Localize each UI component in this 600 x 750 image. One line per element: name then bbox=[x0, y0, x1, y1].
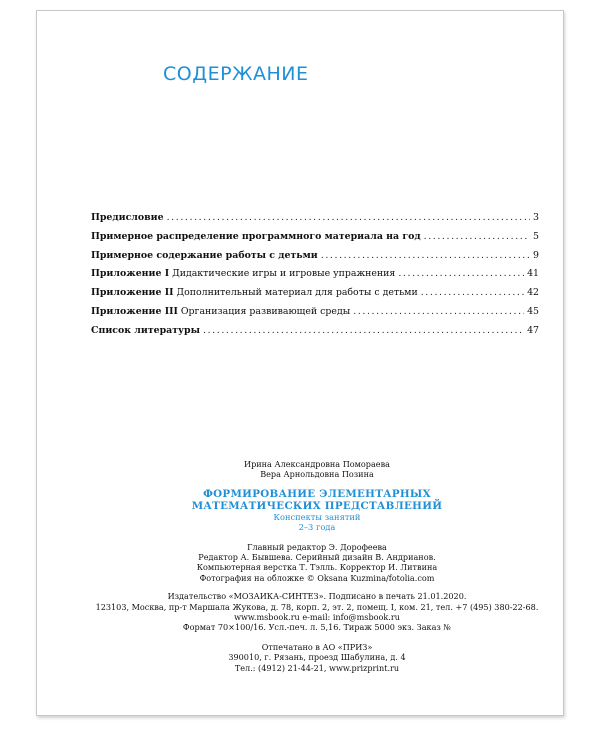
toc-page-number: 9 bbox=[533, 249, 539, 261]
publisher-line: 123103, Москва, пр-т Маршала Жукова, д. 78, корп. 2, эт. 2, помещ. I, ком. 21, тел. +7 (495) 380-22-68. bbox=[95, 601, 539, 612]
toc-entry-label: Приложение II bbox=[91, 287, 174, 299]
toc-page-number: 41 bbox=[527, 268, 539, 280]
toc-entry-label: Приложение I bbox=[91, 268, 170, 280]
toc-entry-title: Предисловие bbox=[91, 212, 164, 223]
toc-page-number: 42 bbox=[527, 287, 539, 299]
publisher-line: Издательство «МОЗАИКА-СИНТЕЗ». Подписано в печать 21.01.2020. bbox=[167, 591, 467, 602]
toc-entry-title: Список литературы bbox=[91, 324, 201, 336]
dot-leader bbox=[203, 325, 524, 336]
publisher-line: Формат 70×100/16. Усл.-печ. л. 5,16. Тираж 5000 экз. Заказ № bbox=[182, 622, 452, 633]
book-title-line: МАТЕМАТИЧЕСКИХ ПРЕДСТАВЛЕНИЙ bbox=[191, 499, 443, 512]
dot-leader bbox=[424, 231, 530, 242]
dot-leader bbox=[321, 250, 530, 261]
credit-line: Компьютерная верстка Т. Тэлль. Корректор И. Литвина bbox=[196, 562, 438, 573]
toc-entry[interactable] bbox=[91, 268, 539, 287]
toc-entry-title: Дидактические игры и игровые упражнения bbox=[172, 268, 396, 280]
toc-entry[interactable] bbox=[91, 325, 539, 344]
author-name: Вера Арнольдовна Позина bbox=[260, 469, 374, 480]
contents-heading: СОДЕРЖАНИЕ bbox=[163, 63, 309, 85]
printer-line: Отпечатано в АО «ПРИЗ» bbox=[261, 641, 373, 652]
toc-entry-title: Дополнительный материал для работы с детьми bbox=[176, 287, 418, 299]
toc-page-number: 45 bbox=[527, 305, 539, 317]
printer-line: Тел.: (4912) 21-44-21, www.prizprint.ru bbox=[234, 662, 400, 673]
toc-entry[interactable] bbox=[91, 212, 539, 231]
dot-leader bbox=[398, 268, 524, 279]
toc-entry[interactable] bbox=[91, 250, 539, 269]
toc-entry-title: Организация развивающей среды bbox=[180, 305, 351, 317]
book-subtitle: Конспекты занятий bbox=[273, 511, 361, 522]
author-name: Ирина Александровна Помораева bbox=[244, 459, 390, 469]
toc-entry-label: Приложение III bbox=[91, 305, 178, 317]
toc-entry[interactable] bbox=[91, 306, 539, 325]
dot-leader bbox=[353, 306, 524, 317]
toc-entry-title: Примерное распределение программного материала на год bbox=[91, 230, 421, 242]
credit-line: Главный редактор Э. Дорофеева bbox=[247, 541, 387, 552]
dot-leader bbox=[167, 212, 530, 223]
imprint-block bbox=[93, 459, 541, 673]
printer-line: 390010, г. Рязань, проезд Шабулина, д. 4 bbox=[228, 652, 406, 663]
publisher-line: www.msbook.ru e-mail: info@msbook.ru bbox=[234, 612, 400, 623]
age-range: 2–3 года bbox=[298, 522, 336, 533]
credit-line: Редактор А. Бывшева. Серийный дизайн В. Андрианов. bbox=[198, 552, 436, 563]
toc-entry[interactable] bbox=[91, 287, 539, 306]
toc-page-number: 47 bbox=[527, 324, 539, 336]
dot-leader bbox=[421, 287, 524, 298]
toc-entry[interactable] bbox=[91, 231, 539, 250]
table-of-contents bbox=[91, 212, 539, 344]
book-page bbox=[36, 10, 564, 716]
toc-page-number: 3 bbox=[533, 212, 539, 223]
toc-page-number: 5 bbox=[533, 230, 539, 242]
credit-line: Фотография на обложке © Oksana Kuzmina/fotolia.com bbox=[199, 572, 435, 583]
toc-entry-title: Примерное содержание работы с детьми bbox=[91, 249, 318, 261]
book-title-line: ФОРМИРОВАНИЕ ЭЛЕМЕНТАРНЫХ bbox=[203, 487, 431, 500]
